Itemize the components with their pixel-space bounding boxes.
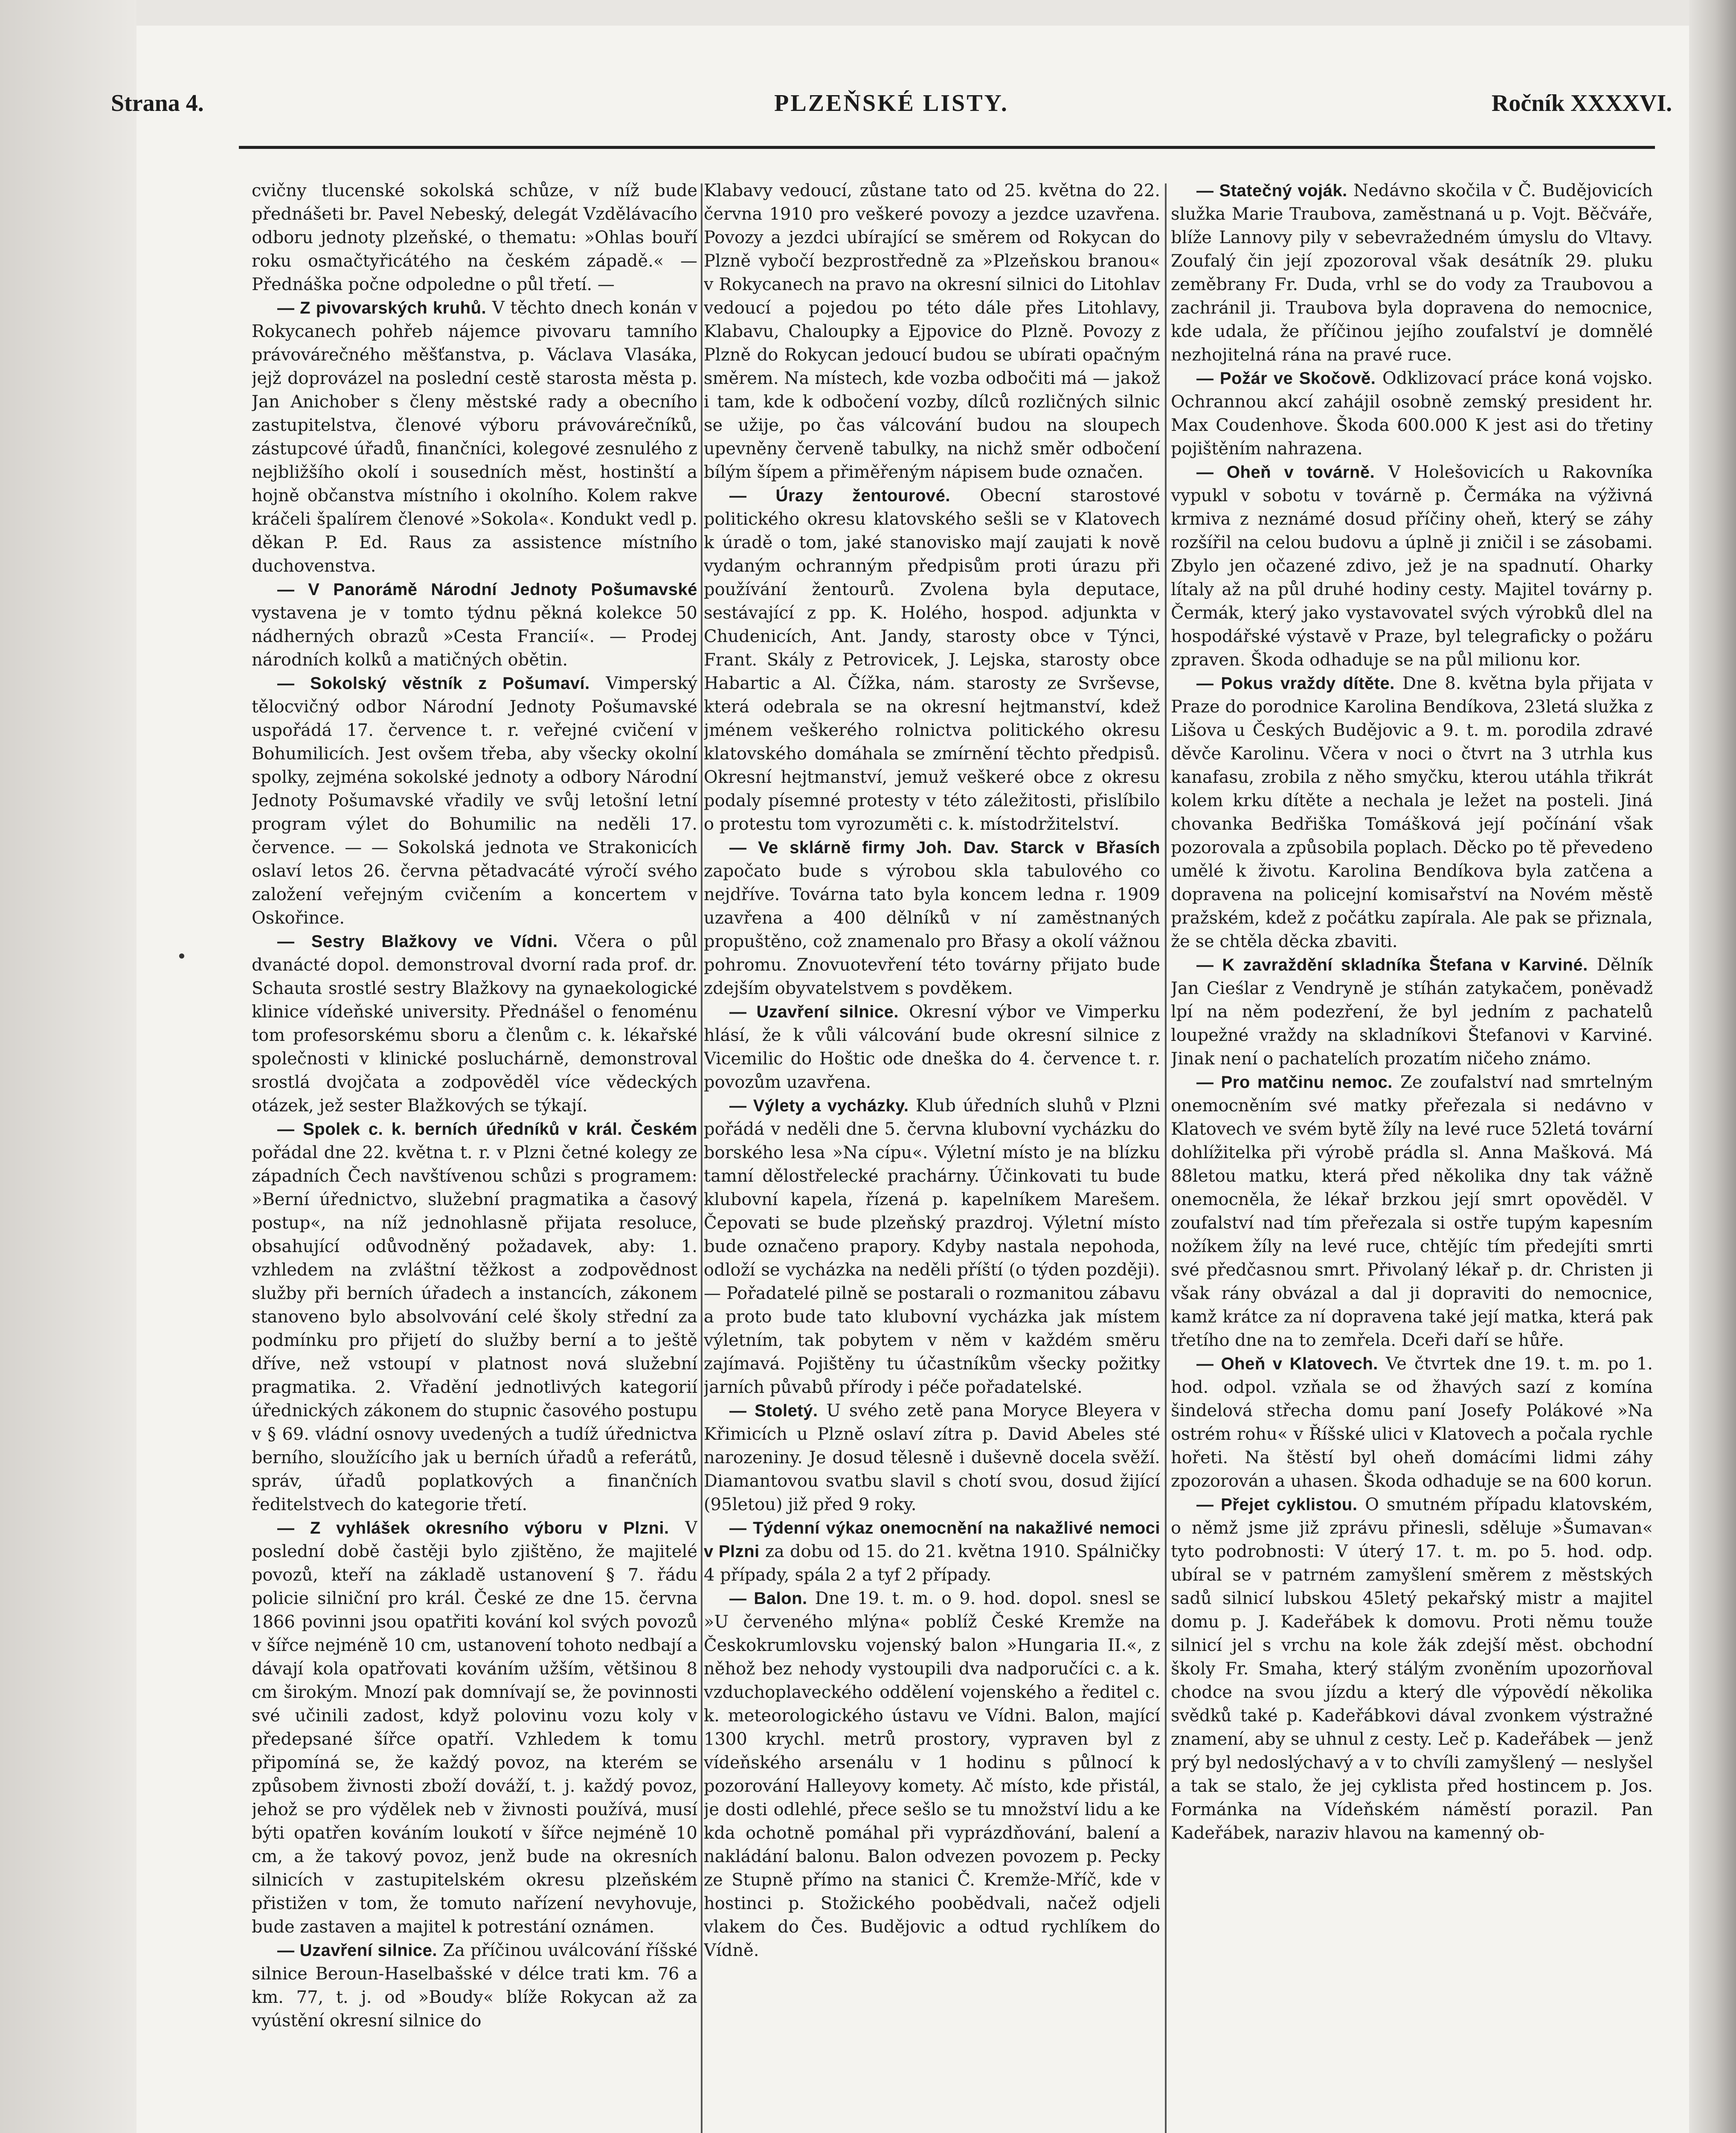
- article-text: Včera o půl dvanácté dopol. demonstroval dvorní rada prof. dr. Schauta srostlé sestry Blažkovy na gynaekologické klinice vídeňské university. Přednášel o fenoménu tom profesorskému sboru a členům c. k. lékařské společnosti v klinické posluchárně, demonstroval srostlá dvojčata a zodpověděl více vědeckých otázek, jež sester Blažkových se týkají.: [252, 932, 697, 1116]
- column-divider: [701, 183, 703, 2133]
- article-paragraph: [252, 930, 697, 1118]
- article-text: za dobu od 15. do 21. května 1910. Spálničky 4 případy, spála 2 a tyf 2 případy.: [704, 1542, 1160, 1585]
- article-heading: — Ve sklárně firmy Joh. Dav. Starck v Břasích: [729, 838, 1160, 857]
- article-paragraph: [1171, 1071, 1653, 1352]
- article-paragraph: [252, 296, 697, 578]
- column-2: [704, 179, 1160, 2133]
- article-heading: — Výlety a vycházky.: [729, 1096, 909, 1115]
- article-paragraph: [1171, 1493, 1653, 1845]
- article-text: započato bude s výrobou skla tabulového co nejdříve. Továrna tato byla koncem ledna r. 1909 uzavřena a 400 dělníků v ní zaměstnaných propuštěno, což znamenalo pro Břasy a okolí vážnou pohromu. Znovuotevření této továrny přijato bude zdejším obyvatelstvem s povděkem.: [704, 861, 1160, 998]
- article-text: V těchto dnech konán v Rokycanech pohřeb nájemce pivovaru tamního právovárečného měšťanstva, p. Václava Vlasáka, jejž doprovázel na poslední cestě starosta města p. Jan Anichober s členy městské rady a obecního zastupitelstva, členové výboru právovárečníků, zástupcové úřadů, finančníci, kolegové zesnulého z nejbližšího okolí i sousedních měst, hostinští a hojně občanstva místního i okolního. Kolem rakve kráčeli špalírem členové »Sokola«. Kondukt vedl p. děkan P. Ed. Raus za assistence místního duchovenstva.: [252, 298, 697, 576]
- article-text: Nedávno skočila v Č. Budějovicích služka Marie Traubova, zaměstnaná u p. Vojt. Běčváře, blíže Lannovy pily v sebevražedném úmyslu do Vltavy. Zoufalý čin její zpozoroval však desátník 29. pluku zeměbrany Fr. Duda, vrhl se do vody za Traubovou a zachránil ji. Traubova byla dopravena do nemocnice, kde udala, že příčinou jejího zoufalství je domnělé nezhojitelná rána na pravé ruce.: [1171, 181, 1653, 365]
- article-heading: — Uzavření silnice.: [277, 1941, 437, 1960]
- article-text: Dne 8. května byla přijata v Praze do porodnice Karolina Bendíkova, 23letá služka z Lišova u Českých Budějovic a 9. t. m. porodila zdravé děvče Karolinu. Včera v noci o čtvrt na 3 utrhla kus kanafasu, zrobila z něho smyčku, kterou utáhla třikrát kolem krku dítěte a nechala je ležet na posteli. Jiná chovanka Bedřiška Tomášková její počínání však pozorovala a způsobila poplach. Děcko po tě převedeno umělé k životu. Karolina Bendíkova byla zatčena a dopravena na policejní komisařství na Novém městě pražském, kdež z počátku zapírala. Ale pak se přiznala, že se chtěla děcka zbaviti.: [1171, 674, 1653, 951]
- article-paragraph: [704, 1000, 1160, 1094]
- article-text: O smutném případu klatovském, o němž jsme již zprávu přinesli, sděluje »Šumavan« tyto podrobnosti: V úterý 17. t. m. po 5. hod. odp. ubíral se v patrném zamyšlení směrem z městských sadů silnicí lubskou 45letý pekařský mistr a majitel domu p. J. Kadeřábek k domovu. Proti němu touže silnicí jel s vrchu na kole žák zdejší měst. obchodní školy Fr. Smaha, který stálým zvoněním upozorňoval chodce na svou jízdu a který dle výpovědí několika svědků také p. Kadeřábkovi dával zvonkem výstražné znamení, aby se uhnul z cesty. Leč p. Kadeřábek — jenž prý byl nedoslýchavý a v to chvíli zamyšlený — neslyšel a tak se stalo, že jej cyklista před hostincem p. Jos. Formánka na Vídeňském náměstí porazil. Pan Kadeřábek, naraziv hlavou na kamenný ob-: [1171, 1495, 1653, 1843]
- article-paragraph: [252, 672, 697, 930]
- article-text: Klabavy vedoucí, zůstane tato od 25. května do 22. června 1910 pro veškeré povozy a jezdce uzavřena. Povozy a jezdci ubírající se směrem od Rokycan do Plzně vybočí bezprostředně za »Plzeňskou branou« v Rokycanech na pravo na okresní silnici do Litohlav vedoucí a pojedou po této dále přes Litohlavy, Klabavu, Chaloupky a Ejpovice do Plzně. Povozy z Plzně do Rokycan jedoucí budou se ubírati opačným směrem. Na místech, kde vozba odbočiti má — jakož i tam, kde k odbočení vozby, dílců rozličných silnic se užije, po čas válcování budou na sloupech upevněny červeně tabulky, na nichž směr odbočení bílým šípem a přiměřeným nápisem bude označen.: [704, 181, 1160, 482]
- article-paragraph: [1171, 179, 1653, 367]
- article-text: Okresní výbor ve Vimperku hlásí, že k vůli válcování bude okresní silnice z Vicemilic do Hoštic ode dneška do 4. července t. r. povozům uzavřena.: [704, 1002, 1160, 1092]
- article-heading: — Oheň v továrně.: [1196, 463, 1375, 482]
- column-3: [1171, 179, 1653, 2133]
- article-heading: — Stoletý.: [729, 1401, 818, 1420]
- article-heading: — Požár ve Skočově.: [1196, 369, 1376, 388]
- article-paragraph: [252, 179, 697, 296]
- article-paragraph: [252, 1939, 697, 2033]
- article-text: Klub úředních sluhů v Plzni pořádá v neděli dne 5. června klubovní vycházku do borského lesa »Na cípu«. Výletní místo je na blízku tamní dělostřelecké prachárny. Účinkovati tu bude klubovní kapela, řízená p. kapelníkem Marešem. Čepovati se bude plzeňský prazdroj. Výletní místo bude označeno prapory. Kdyby nastala nepohoda, odloží se vycházka na neděli příští (o týden později). — Pořadatelé pilně se postarali o rozmanitou zábavu a proto bude tato klubovní vycházka jak místem výletním, tak pobytem v něm v každém směru zajímavá. Pojištěny tu účastníkům všecky požitky jarních půvabů přírody i péče pořadatelské.: [704, 1096, 1160, 1397]
- article-heading: — Z vyhlášek okresního výboru v Plzni.: [277, 1519, 669, 1537]
- article-text: vystavena je v tomto týdnu pěkná kolekce 50 nádherných obrazů »Cesta Francií«. — Prodej národních kolků a matičných obětin.: [252, 603, 697, 670]
- article-paragraph: [704, 179, 1160, 484]
- article-heading: — Pro matčinu nemoc.: [1196, 1073, 1393, 1092]
- article-heading: — Sestry Blažkovy ve Vídni.: [277, 932, 558, 951]
- newspaper-title: PLZEŇSKÉ LISTY.: [774, 90, 1009, 116]
- column-divider: [1165, 183, 1167, 2133]
- article-text: U svého zetě pana Moryce Bleyera v Křimicích u Plzně oslaví zítra p. David Abeles sté narozeniny. Je dosud tělesně i duševně docela svěží. Diamantovou svatbu slavil s chotí svou, dosud žijící (95letou) již před 9 roky.: [704, 1401, 1160, 1514]
- article-heading: — V Panorámě Národní Jednoty Pošumavské: [277, 580, 697, 599]
- article-paragraph: [704, 1094, 1160, 1399]
- article-text: Dne 19. t. m. o 9. hod. dopol. snesl se »U červeného mlýna« poblíž České Kremže na Českokrumlovsku vojenský balon »Hungaria II.«, z něhož bez nehody vystoupili dva nadporučíci c. a k. vzduchoplaveckého oddělení vojenského a ředitel c. k. meteorologického ústavu ve Vídni. Balon, mající 1300 krychl. metrů prostory, vypraven byl z vídeňského arsenálu v 1 hodinu s půlnocí k pozorování Halleyovy komety. Ač místo, kde přistál, je dosti odlehlé, přece sešlo se tu množství lidu a ke kda ochotně pomáhal při vyprázdňování, balení a nakládání balonu. Balon odvezen povozem p. Pecky ze Stupně přímo na stanici Č. Kremže-Mříč, kde v hostinci p. Stožického poobědvali, načež odjeli vlakem do Čes. Budějovic a odtud rychlíkem do Vídně.: [704, 1589, 1160, 1960]
- scan-binding-shadow: [1689, 0, 1736, 2133]
- article-paragraph: [1171, 461, 1653, 672]
- page-number: Strana 4.: [111, 90, 204, 116]
- article-paragraph: [704, 836, 1160, 1000]
- article-text: Dělník Jan Cieślar z Vendryně je stíhán zatykačem, poněvadž lpí na něm podezření, že byl jedním z pachatelů loupežné vraždy na skladníkovi Štefanovi v Karviné. Jinak není o pachatelích prozatím ničeho známo.: [1171, 955, 1653, 1069]
- article-heading: — Sokolský věstník z Pošumaví.: [277, 674, 590, 693]
- article-paragraph: [704, 1587, 1160, 1962]
- article-heading: — Týdenní výkaz onemocnění na nakažlivé nemoci v Plzni: [704, 1519, 1160, 1561]
- volume-number: Ročník XXXXVI.: [1491, 90, 1672, 116]
- article-heading: — Spolek c. k. berních úředníků v král. Českém: [277, 1120, 697, 1139]
- header-rule: [239, 146, 1655, 149]
- page-header: [111, 90, 1672, 141]
- article-heading: — K zavraždění skladníka Štefana v Karviné.: [1196, 956, 1588, 974]
- article-text: V poslední době častěji bylo zjištěno, že majitelé povozů, kteří na základě ustanovení § 7. řádu policie silniční pro král. České ze dne 15. června 1866 povinni jsou opatřiti kování kol svých povozů v šířce nejméně 10 cm, ustanovení tohoto nedbají a dávají kola opatřovati kováním užším, většinou 8 cm širokým. Mnozí pak domnívají se, že povinnosti své učinili zadost, když polovinu vozu koly v předepsané šířce opatří. Vzhledem k tomu připomíná se, že každý povoz, na kterém se způsobem živnosti zboží dováží, t. j. každý povoz, jehož se pro výdělek neb v živnosti používá, musí býti opatřen kováním loukotí v šířce nejméně 10 cm, a že takový povoz, jenž bude na okresních silnicích v zastupitelském okresu plzeňském přistižen v tom, že tomuto nařízení nevyhovuje, bude zastaven a majitel k potrestání oznámen.: [252, 1518, 697, 1937]
- article-heading: — Statečný voják.: [1196, 181, 1347, 200]
- column-1: [252, 179, 697, 2133]
- scan-speck: [179, 953, 184, 959]
- article-text: Odklizovací práce koná vojsko. Ochrannou akcí zahájil osobně zemský president hr. Max Coudenhove. Škoda 600.000 K jest asi do třetiny pojištěním nahrazena.: [1171, 369, 1653, 459]
- article-paragraph: [704, 484, 1160, 836]
- article-heading: — Balon.: [729, 1589, 807, 1608]
- article-text: Vimperský tělocvičný odbor Národní Jednoty Pošumavské uspořádá 17. července t. r. veřejné cvičení v Bohumilicích. Jest ovšem třeba, aby všecky okolní spolky, zejména sokolské jednoty a odbory Národní Jednoty Pošumavské vřadily ve svůj letošní letní program výlet do Bohumilic na neděli 17. července. — — Sokolská jednota ve Strakonicích oslaví letos 26. června pětadvacáté výročí svého založení veřejným cvičením a koncertem v Oskořince.: [252, 674, 697, 928]
- article-heading: — Úrazy žentourové.: [729, 486, 951, 505]
- article-paragraph: [252, 1517, 697, 1939]
- article-paragraph: [704, 1517, 1160, 1587]
- article-heading: — Přejet cyklistou.: [1196, 1495, 1358, 1514]
- article-paragraph: [1171, 672, 1653, 953]
- article-text: pořádal dne 22. května t. r. v Plzni četné kolegy ze západních Čech navštívenou schůzi s programem: »Berní úřednictvo, služební pragmatika a časový postup«, na níž jednohlasně přijata resoluce, obsahující odůvodněný požadavek, aby: 1. vzhledem na zvláštní těžkost a zodpovědnost služby při berních úřadech a instancích, zákonem stanoveno bylo absolvování celé školy střední za podmínku pro přijetí do služby berní a to ještě dříve, než vstoupí v platnost nová služební pragmatika. 2. Vřadění jednotlivých kategorií úřednických zákonem do stupnic časového postupu v § 69. vládní osnovy uvedených a tudíž úřednictva berního, sloužícího jak u berních úřadů a referátů, správ, úřadů poplatkových a finančních ředitelstvech do kategorie třetí.: [252, 1143, 697, 1514]
- article-text: Obecní starostové politického okresu klatovského sešli se v Klatovech k úradě o tom, jaké stanovisko mají zaujati k nově vydaným ochranným předpisům proti úrazu při používání žentourů. Zvolena byla deputace, sestávající z pp. K. Holého, hospod. adjunkta v Chudenicích, Ant. Jandy, starosty obce v Týnci, Frant. Skály z Petrovicek, J. Lejska, starosty obce Habartic a Al. Čížka, nám. starosty ze Svrševse, která odebrala se na okresní hejtmanství, kdež jménem veškerého rolnictva politického okresu klatovského domáhala se zmírnění těchto předpisů. Okresní hejtmanství, jemuž veškeré obce z okresu podaly písemné protesty v této záležitosti, přislíbilo o protestu tom vyrozuměti c. k. místodržitelství.: [704, 486, 1160, 834]
- article-heading: — Oheň v Klatovech.: [1196, 1354, 1378, 1373]
- article-paragraph: [1171, 1352, 1653, 1493]
- article-paragraph: [252, 578, 697, 672]
- article-text: Ve čtvrtek dne 19. t. m. po 1. hod. odpol. vzňala se od žhavých sazí z komína šindelová střecha domu paní Josefy Polákové »Na ostrém rohu« v Říšské ulici v Klatovech a počala rychle hořeti. Na štěstí byl oheň domácími lidmi záhy zpozorován a uhasen. Škoda odhaduje se na 600 korun.: [1171, 1354, 1653, 1491]
- article-heading: — Uzavření silnice.: [729, 1003, 899, 1021]
- article-heading: — Pokus vraždy dítěte.: [1196, 674, 1395, 693]
- article-paragraph: [252, 1118, 697, 1517]
- scan-left-margin: [0, 0, 136, 2133]
- article-text: cvičny tlucenské sokolská schůze, v níž bude přednášeti br. Pavel Nebeský, delegát Vzdělávacího odboru jednoty plzeňské, o thematu: »Ohlas bouří roku osmačtyřicátého na českém západě.« — Přednáška počne odpoledne o půl třetí. —: [252, 181, 697, 294]
- article-paragraph: [704, 1399, 1160, 1517]
- article-text: Za příčinou uválcování říšské silnice Beroun-Haselbašské v délce trati km. 76 a km. 77, t. j. od »Boudy« blíže Rokycan až za vyústění okresní silnice do: [252, 1941, 697, 2031]
- article-text: V Holešovicích u Rakovníka vypukl v sobotu v továrně p. Čermáka na výživná krmiva z neznámé dosud příčiny oheň, který se záhy rozšířil na celou budovu a úplně ji zničil i se zásobami. Zbylo jen očazené zdivo, jež je na spadnutí. Oharky lítaly až na půl druhé hodiny cesty. Majitel továrny p. Čermák, který jako vystavovatel svých výrobků dlel na hospodářské výstavě v Praze, byl telegraficky o požáru zpraven. Škoda odhaduje se na půl milionu kor.: [1171, 462, 1653, 670]
- article-paragraph: [1171, 953, 1653, 1071]
- article-paragraph: [1171, 367, 1653, 461]
- article-heading: — Z pivovarských kruhů.: [277, 299, 487, 317]
- article-text: Ze zoufalství nad smrtelným onemocněním své matky přeřezala si nedávno v Klatovech ve svém bytě žíly na levé ruce 52letá tovární dohlížitelka při výrobě prádla sl. Anna Mašková. Má 88letou matku, která před několika dny tak vážně onemocněla, že lékař brzkou její smrt opověděl. V zoufalství nad tím přeřezala si ostře tupým kapesním nožíkem žíly na levé ruce, chtějíc tím předejíti smrti své předčasnou smrt. Přivolaný lékař p. dr. Christen ji však rány obvázal a dal ji dopraviti do nemocnice, kamž krátce za ní dopravena také její matka, která pak třetího dne na to zemřela. Dceři daří se hůře.: [1171, 1072, 1653, 1350]
